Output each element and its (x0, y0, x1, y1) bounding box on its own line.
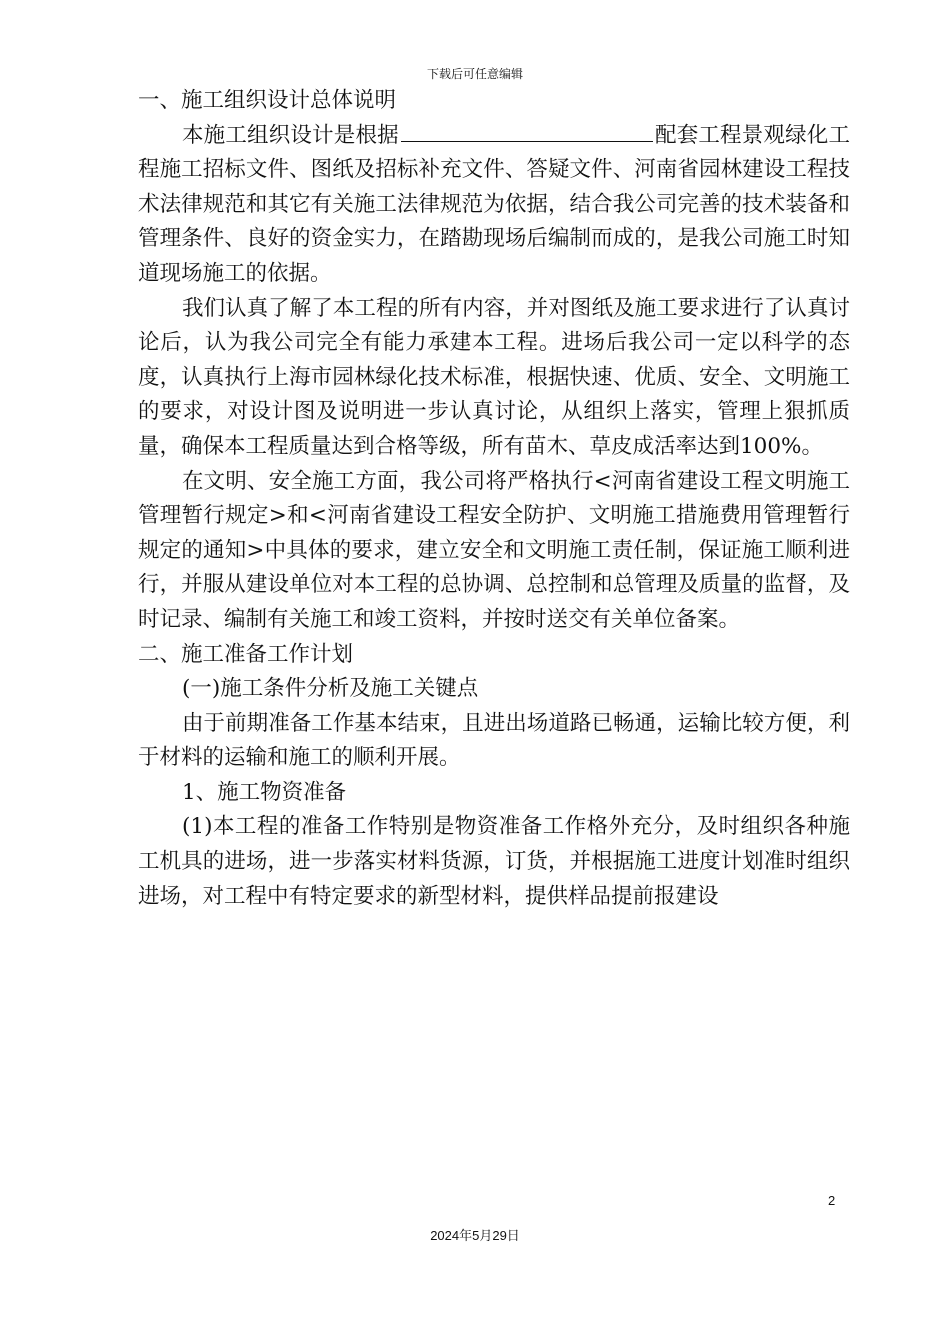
page-header: 下载后可任意编辑 (426, 67, 523, 81)
subheading-1: (一)施工条件分析及施工关键点 (182, 676, 479, 702)
paragraph-1 (138, 119, 850, 292)
paragraph-4: 由于前期准备工作基本结束，且进出场道路已畅通，运输比较方便，利于材料的运输和施工的顺利开展。 (138, 710, 850, 771)
paragraph-1-start: 本施工组织设计是根据 (182, 122, 399, 148)
section-heading-1: 一、施工组织设计总体说明 (138, 88, 397, 113)
paragraph-5: (1)本工程的准备工作特别是物资准备工作格外充分，及时组织各种施工机具的进场，进一步落实材料货源，订货，并根据施工进度计划准时组织进场，对工程中有特定要求的新型材料，提供样品提前报建设 (138, 814, 850, 909)
section-heading-2: 二、施工准备工作计划 (138, 641, 354, 667)
paragraph-1-rest: 配套工程景观绿化工程施工招标文件、图纸及招标补充文件、答疑文件、河南省园林建设工程技术法律规范和其它有关施工法律规范为依据，结合我公司完善的技术装备和管理条件、良好的资金实力，在踏勘现场后编制而成的，是我公司施工时知道现场施工的依据。 (138, 122, 850, 286)
footer-date: 2024年5月29日 (430, 1228, 520, 1243)
page-number: 2 (828, 1193, 836, 1208)
paragraph-2: 我们认真了解了本工程的所有内容，并对图纸及施工要求进行了认真讨论后，认为我公司完全有能力承建本工程。进场后我公司一定以科学的态度，认真执行上海市园林绿化技术标准，根据快速、优质、安全、文明施工的要求，对设计图及说明进一步认真讨论，从组织上落实，管理上狠抓质量，确保本工程质量达到合格等级，所有苗木、草皮成活率达到100%。 (138, 295, 850, 459)
fill-in-blank (401, 119, 653, 142)
paragraph-3: 在文明、安全施工方面，我公司将严格执行<河南省建设工程文明施工管理暂行规定>和<河南省建设工程安全防护、文明施工措施费用管理暂行规定的通知>中具体的要求，建立安全和文明施工责任制，保证施工顺利进行，并服从建设单位对本工程的总协调、总控制和总管理及质量的监督，及时记录、编制有关施工和竣工资料，并按时送交有关单位备案。 (138, 468, 850, 632)
subheading-2: 1、施工物资准备 (182, 779, 347, 805)
document-body (138, 84, 850, 914)
